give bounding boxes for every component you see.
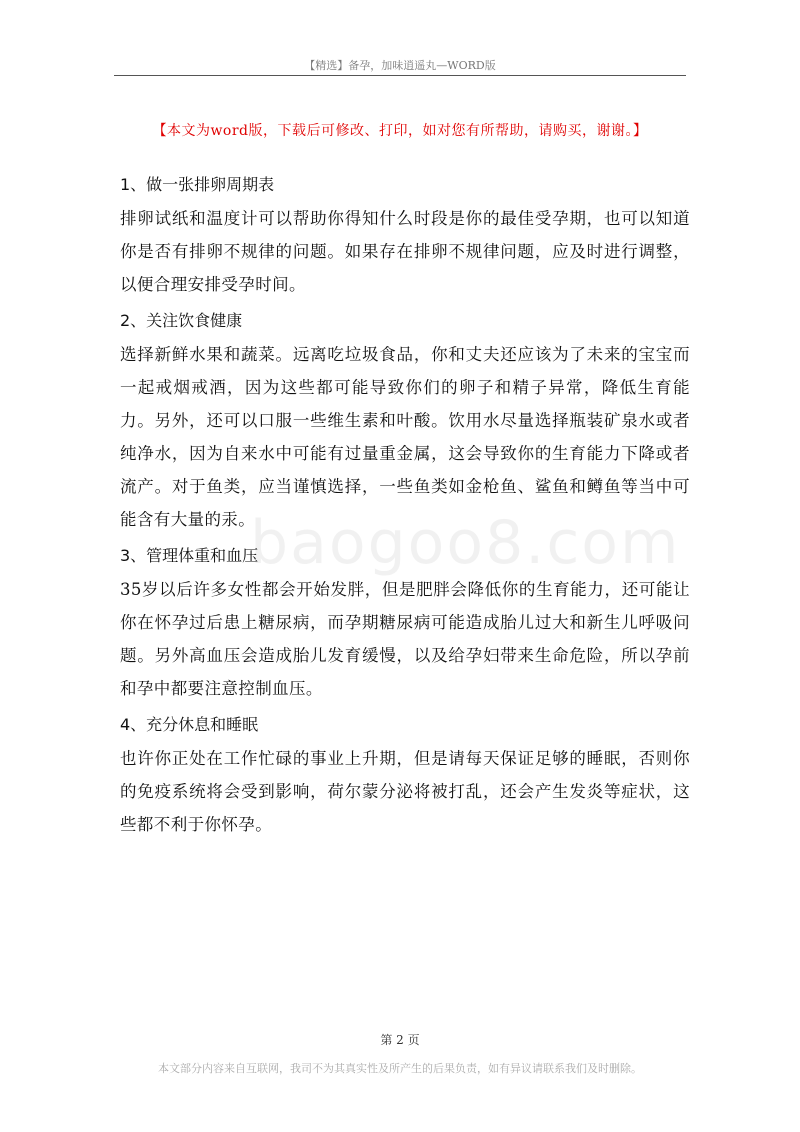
footer-disclaimer: 本文部分内容来自互联网，我司不为其真实性及所产生的后果负责，如有异议请联系我们及时删除。 — [158, 1062, 642, 1075]
section-heading: 2、关注饮食健康 — [120, 311, 243, 330]
section-paragraph: 也许你正处在工作忙碌的事业上升期，但是请每天保证足够的睡眠，否则你的免疫系统将会受到影响，荷尔蒙分泌将被打乱，还会产生发炎等症状，这些都不利于你怀孕。 — [120, 749, 690, 834]
purchase-notice: 【本文为word版，下载后可修改、打印，如对您有所帮助，请购买，谢谢。】 — [152, 123, 648, 139]
section-paragraph: 选择新鲜水果和蔬菜。远离吃垃圾食品，你和丈夫还应该为了未来的宝宝而一起戒烟戒酒，因为这些都可能导致你们的卵子和精子异常，降低生育能力。另外，还可以口服一些维生素和叶酸。饮用水尽量选择瓶装矿泉水或者纯净水，因为自来水中可能有过量重金属，这会导致你的生育能力下降或者流产。对于鱼类，应当谨慎选择，一些鱼类如金枪鱼、鲨鱼和鳟鱼等当中可能含有大量的汞。 — [120, 345, 690, 529]
page-number: 第 2 页 — [380, 1033, 420, 1047]
section-paragraph: 35岁以后许多女性都会开始发胖，但是肥胖会降低你的生育能力，还可能让你在怀孕过后患上糖尿病，而孕期糖尿病可能造成胎儿过大和新生儿呼吸问题。另外高血压会造成胎儿发育缓慢，以及给孕妇带来生命危险，所以孕前和孕中都要注意控制血压。 — [120, 580, 690, 698]
watermark: baogoo8.com — [250, 508, 681, 578]
section-heading: 3、管理体重和血压 — [120, 546, 259, 565]
header-title: 【精选】备孕，加味逍遥丸—WORD版 — [304, 59, 496, 72]
section-diet — [120, 304, 690, 536]
section-heading: 4、充分休息和睡眠 — [120, 715, 259, 734]
header-divider — [114, 75, 686, 76]
section-paragraph: 排卵试纸和温度计可以帮助你得知什么时段是你的最佳受孕期，也可以知道你是否有排卵不规律的问题。如果存在排卵不规律问题，应及时进行调整，以便合理安排受孕时间。 — [120, 209, 690, 294]
section-rest-sleep — [120, 708, 690, 841]
section-ovulation-chart — [120, 168, 690, 301]
document-body — [120, 168, 690, 844]
section-weight-blood-pressure — [120, 539, 690, 705]
section-heading: 1、做一张排卵周期表 — [120, 175, 275, 194]
